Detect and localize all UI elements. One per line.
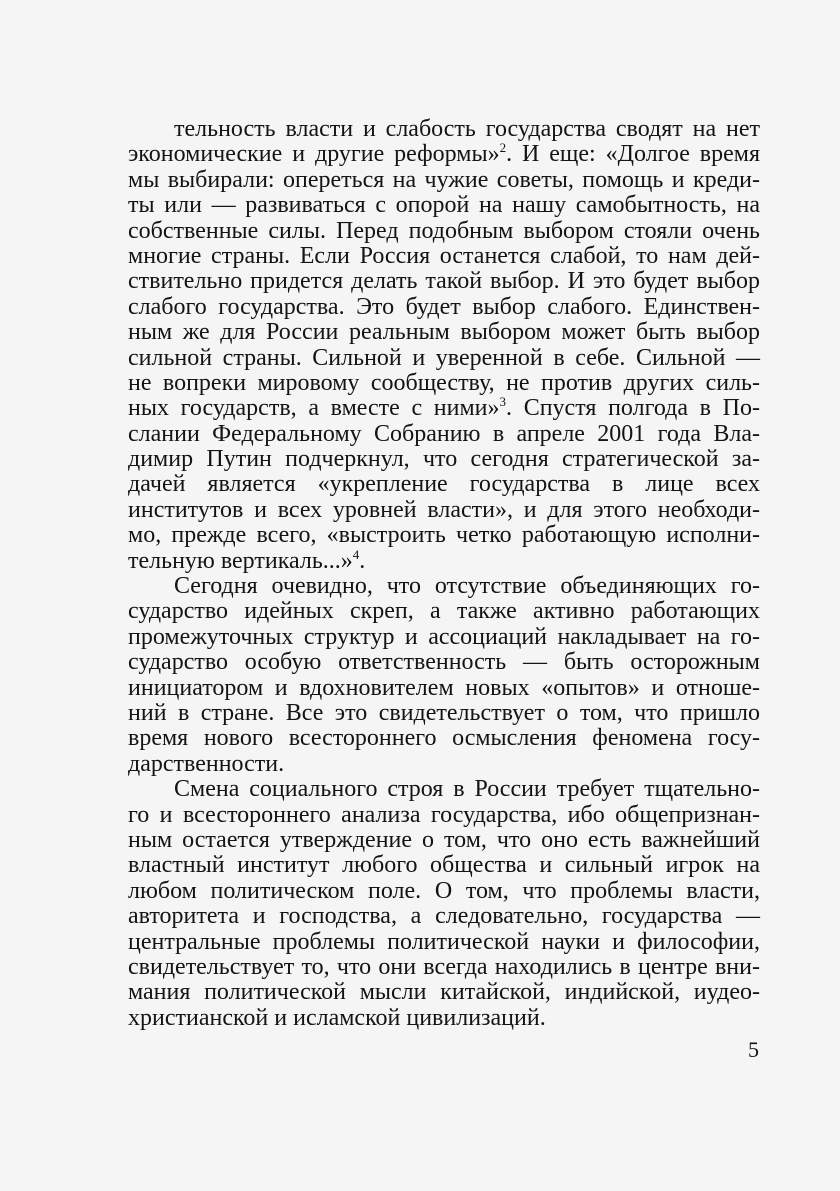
text-line-content: время нового всестороннего осмысления феномена госу- xyxy=(128,725,760,752)
text-line-content: ты или — развиваться с опорой на нашу самобытность, на xyxy=(128,192,760,219)
text-line-content: тельность власти и слабость государства сводят на нет xyxy=(174,116,760,142)
text-line xyxy=(128,142,760,167)
text-line xyxy=(128,472,760,497)
text-line-content: не вопреки мировому сообществу, не против других силь- xyxy=(128,369,760,396)
text-line-content: инициатором и вдохновителем новых «опытов» и отноше- xyxy=(128,674,760,701)
text-line-content: ний в стране. Все это свидетельствует о том, что пришло xyxy=(128,699,760,726)
footnote-marker: 4 xyxy=(352,546,360,562)
text-line-content: многие страны. Если Россия останется слабой, то нам дей- xyxy=(128,242,760,269)
text-line-content: мо, прежде всего, «выстроить четко работающую исполни- xyxy=(128,522,760,549)
text-line xyxy=(128,523,760,548)
text-line xyxy=(128,777,760,802)
text-line xyxy=(128,828,760,853)
text-line xyxy=(128,676,760,701)
body-text xyxy=(128,117,760,1031)
text-line xyxy=(128,320,760,345)
text-line-content: мы выбирали: опереться на чужие советы, помощь и креди- xyxy=(128,166,760,193)
footnote-marker: 3 xyxy=(499,394,507,410)
text-line-content: центральные проблемы политической науки и философии, xyxy=(128,928,760,955)
text-line-content: дачей является «укрепление государства в лице всех xyxy=(128,471,760,498)
text-line xyxy=(128,752,760,777)
text-line xyxy=(128,295,760,320)
text-line-content: димир Путин подчеркнул, что сегодня стратегической за- xyxy=(128,446,760,473)
text-line-content: любом политическом поле. О том, что проблемы власти, xyxy=(128,877,760,904)
text-line-content: Смена социального строя в России требует тщательно- xyxy=(174,776,760,803)
text-line-content: мания политической мысли китайской, индийской, иудео- xyxy=(128,979,760,1006)
text-line xyxy=(128,701,760,726)
text-line-content: свидетельствует то, что они всегда находились в центре вни- xyxy=(128,953,760,980)
text-line-content: го и всестороннего анализа государства, ибо общепризнан- xyxy=(128,801,760,828)
text-line xyxy=(128,650,760,675)
text-line-content: сильной страны. Сильной и уверенной в себе. Сильной — xyxy=(128,344,760,371)
text-line xyxy=(128,980,760,1005)
text-line xyxy=(128,269,760,294)
text-line xyxy=(128,1006,760,1031)
text-line-content: христианской и исламской цивилизаций. xyxy=(128,1004,546,1031)
text-line-content: тельную вертикаль...» xyxy=(128,547,353,574)
text-line xyxy=(128,955,760,980)
text-line-content: ствительно придется делать такой выбор. И это будет выбор xyxy=(128,268,760,295)
text-line-content: собственные силы. Перед подобным выбором стояли очень xyxy=(128,217,760,244)
text-line xyxy=(128,498,760,523)
text-line xyxy=(128,803,760,828)
text-line-content: сударство особую ответственность — быть осторожным xyxy=(128,649,760,676)
text-line xyxy=(128,219,760,244)
text-line xyxy=(128,879,760,904)
text-line xyxy=(128,904,760,929)
text-line xyxy=(128,193,760,218)
text-line xyxy=(128,244,760,269)
text-line-content: экономические и другие реформы» xyxy=(128,141,500,168)
text-line-content: ных государств, а вместе с ними» xyxy=(128,395,500,422)
text-line-content: Сегодня очевидно, что отсутствие объединяющих го- xyxy=(174,573,760,600)
text-line xyxy=(128,625,760,650)
text-line-continuation: . xyxy=(359,547,366,574)
text-line-content: институтов и всех уровней власти», и для этого необходи- xyxy=(128,496,760,523)
text-line xyxy=(128,930,760,955)
text-line xyxy=(128,546,760,574)
text-line-content: ным же для России реальным выбором может быть выбор xyxy=(128,319,760,346)
text-line xyxy=(128,117,760,142)
text-line-content: дарственности. xyxy=(128,750,285,777)
text-line-content: слании Федеральному Собранию в апреле 2001 года Вла- xyxy=(128,420,760,447)
text-line-content: авторитета и господства, а следовательно, государства — xyxy=(128,903,760,930)
page-number: 5 xyxy=(748,1037,759,1062)
text-line xyxy=(128,396,760,421)
text-line-continuation: . Спустя полгода в По- xyxy=(506,395,760,422)
text-line xyxy=(128,599,760,624)
text-line xyxy=(128,371,760,396)
text-line-content: властный институт любого общества и сильный игрок на xyxy=(128,852,760,879)
text-line xyxy=(128,447,760,472)
text-line xyxy=(128,346,760,371)
text-line-content: ным остается утверждение о том, что оно есть важнейший xyxy=(128,826,760,853)
text-line xyxy=(128,726,760,751)
text-line xyxy=(128,574,760,599)
text-line xyxy=(128,853,760,878)
footnote-marker: 2 xyxy=(499,140,507,156)
text-line-continuation: . И еще: «Долгое время xyxy=(506,141,761,168)
text-line xyxy=(128,168,760,193)
text-line-content: промежуточных структур и ассоциаций накладывает на го- xyxy=(128,623,760,650)
text-line xyxy=(128,422,760,447)
text-line-content: слабого государства. Это будет выбор слабого. Единствен- xyxy=(128,293,760,320)
text-line-content: сударство идейных скреп, а также активно работающих xyxy=(128,598,760,625)
